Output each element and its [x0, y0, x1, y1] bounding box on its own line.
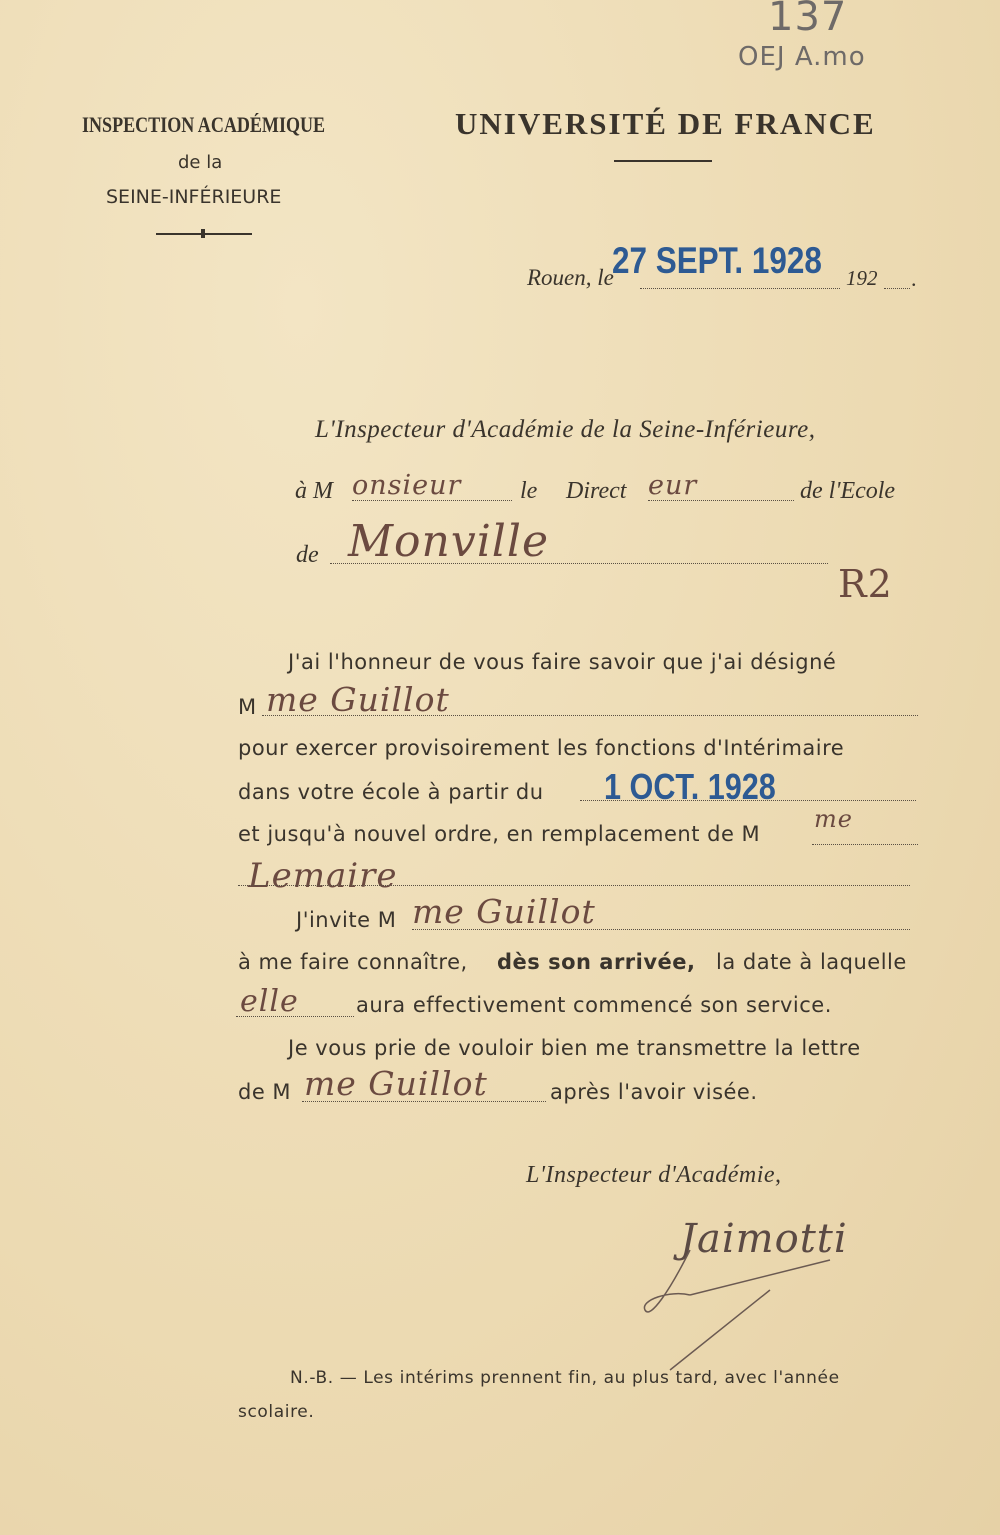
- school-name-handwritten: Monville: [348, 516, 549, 567]
- recipient-title-handwritten: onsieur: [352, 470, 462, 501]
- body-line-2: pour exercer provisoirement les fonctions d'Intérimaire: [238, 736, 845, 760]
- start-date-dots: [580, 800, 916, 801]
- designee-name-handwritten: me Guillot: [266, 680, 450, 719]
- recipient-title-dots: [352, 500, 512, 501]
- body-line-6b: dès son arrivée,: [497, 950, 696, 974]
- signature-title: L'Inspecteur d'Académie,: [526, 1162, 782, 1188]
- invitee-name-handwritten: me Guillot: [412, 892, 596, 931]
- corner-note-code: OEJ A.mo: [738, 42, 866, 72]
- replaced-name-handwritten: Lemaire: [248, 856, 398, 896]
- designee-dots: [262, 715, 918, 716]
- signature-flourish: [630, 1230, 880, 1380]
- sender-line: L'Inspecteur d'Académie de la Seine-Inférieure,: [315, 416, 816, 443]
- date-dots-end: [884, 288, 910, 289]
- body-m1-label: M: [238, 695, 257, 719]
- body-line-1: J'ai l'honneur de vous faire savoir que j'ai désigné: [288, 650, 837, 674]
- body-line-6c: la date à laquelle: [716, 950, 907, 974]
- date-year-suffix: 192: [846, 266, 878, 290]
- replaced-name-dots: [238, 885, 910, 886]
- date-dots: [640, 288, 840, 289]
- footnote-line-2: scolaire.: [238, 1402, 315, 1422]
- header-left-divider-dot: [201, 229, 205, 238]
- corner-note-number: 137: [768, 0, 848, 40]
- header-universite: UNIVERSITÉ DE FRANCE: [455, 106, 876, 141]
- invitee-dots: [412, 929, 910, 930]
- header-de-la: de la: [178, 152, 223, 173]
- code-handwritten: R2: [838, 562, 893, 606]
- school-name-dots: [330, 563, 828, 564]
- replaced-m-dots: [812, 844, 918, 845]
- recipient-direct-handwritten: eur: [648, 470, 698, 501]
- footnote-line-1: N.-B. — Les intérims prennent fin, au plus tard, avec l'année: [290, 1368, 840, 1388]
- body-line-5: J'invite M: [296, 908, 397, 932]
- body-line-9a: de M: [238, 1080, 292, 1104]
- body-line-6a: à me faire connaître,: [238, 950, 468, 974]
- recipient-de-ecole: de l'Ecole: [800, 478, 896, 504]
- recipient-direct-dots: [648, 500, 794, 501]
- body-line-4: et jusqu'à nouvel ordre, en remplacement de M: [238, 822, 761, 846]
- header-seine-inferieure: SEINE-INFÉRIEURE: [106, 186, 282, 208]
- body-line-7: aura effectivement commencé son service.: [356, 993, 832, 1017]
- date-period: .: [911, 266, 917, 291]
- letter-owner-dots: [302, 1101, 546, 1102]
- recipient-a-m: à M: [295, 478, 333, 504]
- header-right-divider: [614, 160, 712, 162]
- start-date-stamp: 1 OCT. 1928: [604, 766, 776, 807]
- recipient-direct: Direct: [566, 478, 627, 504]
- letter-owner-handwritten: me Guillot: [304, 1064, 488, 1103]
- recipient-de: de: [296, 542, 319, 568]
- replaced-m-superscript: me: [814, 805, 853, 833]
- pronoun-handwritten: elle: [240, 984, 299, 1019]
- body-line-8: Je vous prie de vouloir bien me transmettre la lettre: [288, 1036, 861, 1060]
- body-line-3: dans votre école à partir du: [238, 780, 544, 804]
- body-line-9b: après l'avoir visée.: [550, 1080, 758, 1104]
- signature-handwritten: Jaimotti: [680, 1216, 848, 1262]
- header-inspection: INSPECTION ACADÉMIQUE: [82, 112, 326, 137]
- date-prefix: Rouen, le: [527, 265, 614, 290]
- recipient-le: le: [520, 478, 538, 504]
- pronoun-dots: [236, 1016, 354, 1017]
- date-stamp: 27 SEPT. 1928: [612, 240, 822, 281]
